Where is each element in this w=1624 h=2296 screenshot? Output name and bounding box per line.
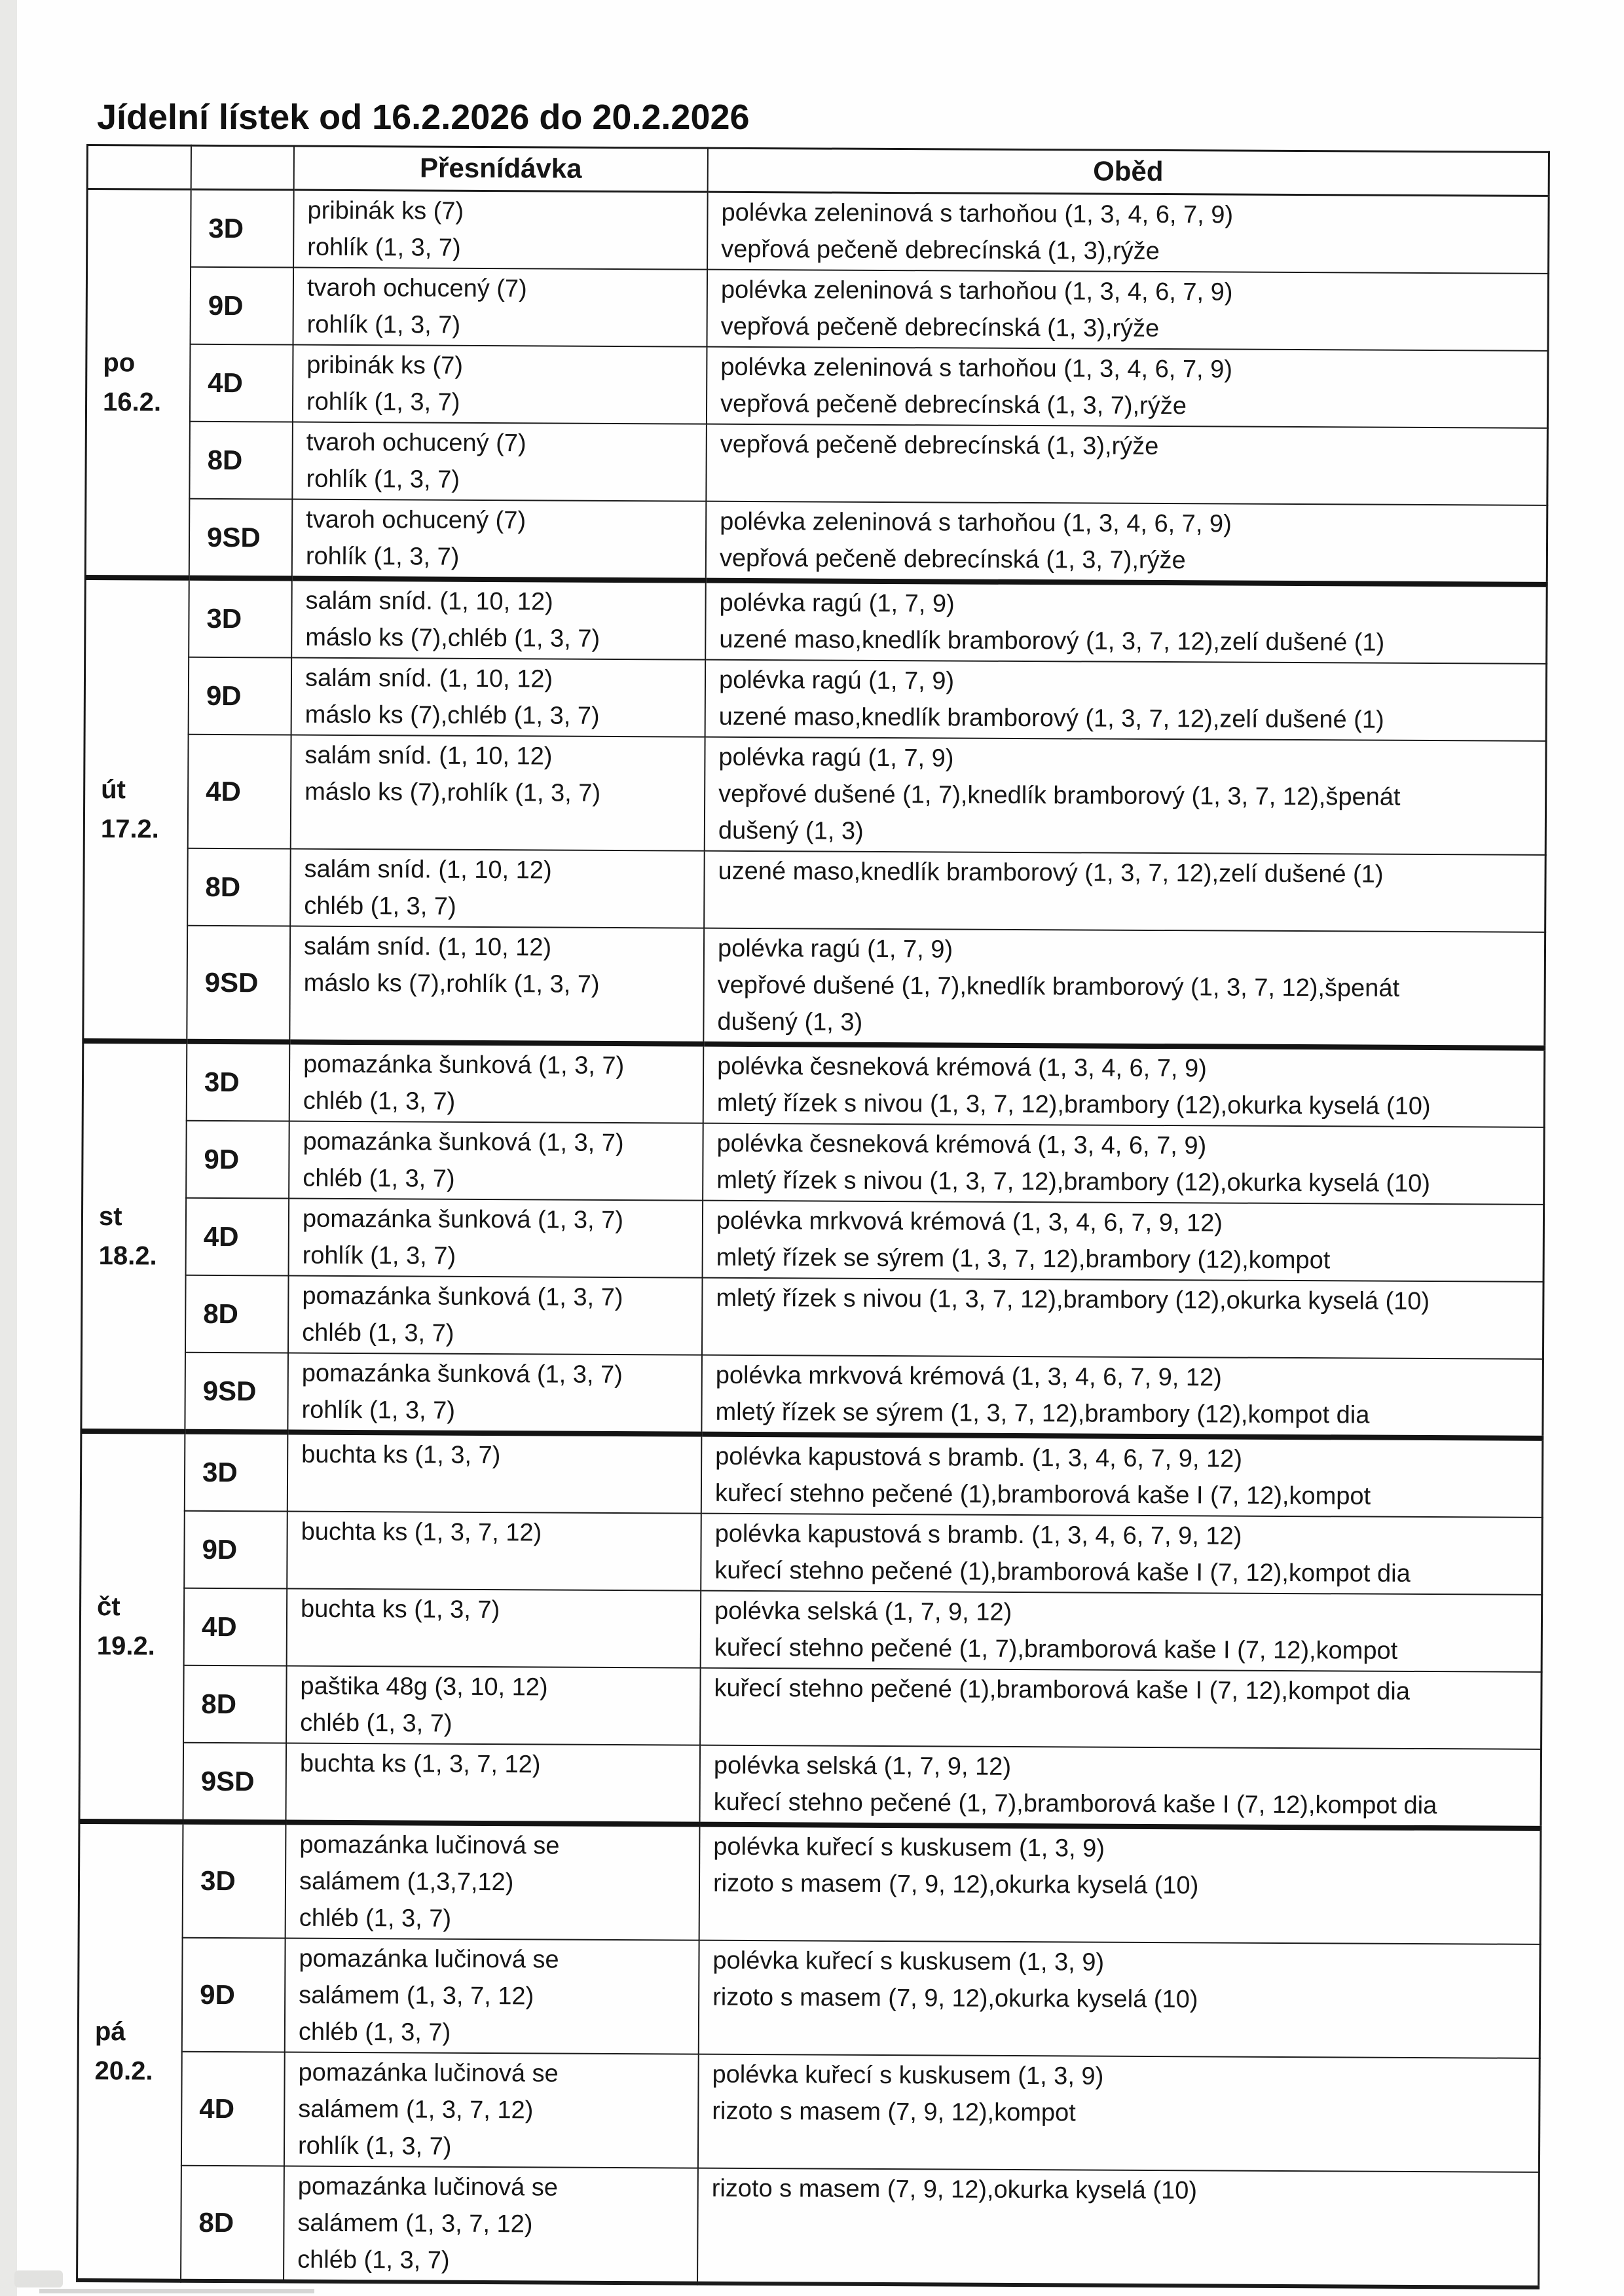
group-code: 9D <box>204 1143 240 1175</box>
lunch-line: rizoto s masem (7, 9, 12),okurka kyselá (10) <box>712 1983 1198 2014</box>
menu-row <box>80 1588 1542 1672</box>
snack-cell <box>286 1823 700 1941</box>
group-code: 4D <box>201 1611 237 1643</box>
day-label <box>85 189 191 578</box>
lunch-line: polévka kuřecí s kuskusem (1, 3, 9) <box>712 1946 1105 1977</box>
snack-line: rohlík (1, 3, 7) <box>307 233 461 262</box>
snack-cell <box>289 926 704 1044</box>
snack-cell <box>291 579 706 660</box>
lunch-line: polévka kuřecí s kuskusem (1, 3, 9) <box>712 2060 1104 2090</box>
snack-line: máslo ks (7),chléb (1, 3, 7) <box>305 623 600 653</box>
snack-line: salámem (1, 3, 7, 12) <box>299 1981 534 2011</box>
group-cell <box>189 499 293 579</box>
lunch-cell <box>705 737 1546 855</box>
snack-cell <box>293 268 708 347</box>
group-cell <box>184 1511 287 1589</box>
snack-line: buchta ks (1, 3, 7, 12) <box>299 1749 541 1779</box>
menu-table-body <box>77 189 1549 2287</box>
lunch-line: mletý řízek s nivou (1, 3, 7, 12),brambory (12),okurka kyselá (10) <box>716 1284 1430 1316</box>
menu-row <box>86 421 1548 505</box>
day-abbr: pá <box>94 2017 126 2047</box>
snack-cell <box>292 500 707 581</box>
snack-line: salámem (1, 3, 7, 12) <box>298 2095 534 2124</box>
snack-cell <box>293 190 708 270</box>
group-code: 4D <box>208 367 244 399</box>
snack-line: salám sníd. (1, 10, 12) <box>305 587 553 616</box>
lunch-cell <box>697 2168 1539 2287</box>
lunch-line: kuřecí stehno pečené (1, 7),bramborová kaše I (7, 12),kompot <box>714 1633 1398 1665</box>
menu-row <box>79 1742 1541 1829</box>
lunch-line: rizoto s masem (7, 9, 12),okurka kyselá (10) <box>712 1869 1199 1900</box>
menu-row <box>86 266 1549 351</box>
day-date: 20.2. <box>94 2056 153 2086</box>
snack-line: chléb (1, 3, 7) <box>299 1904 452 1933</box>
lunch-cell <box>703 928 1545 1048</box>
snack-line: pomazánka lučinová se <box>299 1944 559 1974</box>
day-abbr: út <box>101 775 126 805</box>
snack-line: salám sníd. (1, 10, 12) <box>304 855 552 884</box>
lunch-line: vepřová pečeně debrecínská (1, 3, 7),rýže <box>719 544 1186 575</box>
group-code: 9D <box>200 1978 236 2011</box>
day-abbr: po <box>103 348 136 378</box>
snack-line: máslo ks (7),chléb (1, 3, 7) <box>304 701 600 730</box>
lunch-line: polévka kapustová s bramb. (1, 3, 4, 6, 7, 9, 12) <box>715 1442 1243 1473</box>
group-cell <box>185 1275 289 1353</box>
snack-line: tvaroh ochucený (7) <box>306 505 526 535</box>
lunch-line: dušený (1, 3) <box>717 1008 863 1036</box>
lunch-line: rizoto s masem (7, 9, 12),kompot <box>712 2097 1076 2127</box>
snack-line: pomazánka lučinová se <box>297 2172 558 2202</box>
group-cell <box>181 2166 284 2282</box>
header-row <box>87 145 1549 196</box>
scan-edge-artifact <box>0 0 17 2296</box>
snack-line: rohlík (1, 3, 7) <box>306 310 461 339</box>
snack-cell <box>289 1121 703 1201</box>
group-code: 9SD <box>202 1375 257 1407</box>
group-code: 3D <box>200 1865 236 1897</box>
snack-cell <box>291 735 705 851</box>
lunch-line: polévka kapustová s bramb. (1, 3, 4, 6, 7, 9, 12) <box>714 1520 1242 1550</box>
lunch-line: polévka zeleninová s tarhoňou (1, 3, 4, 6, 7, 9) <box>721 198 1234 229</box>
lunch-cell <box>700 1668 1541 1749</box>
lunch-line: dušený (1, 3) <box>718 816 864 845</box>
menu-row <box>77 2165 1540 2287</box>
menu-row <box>80 1665 1542 1749</box>
snack-line: salám sníd. (1, 10, 12) <box>303 932 552 962</box>
snack-cell <box>289 1199 703 1278</box>
lunch-line: polévka zeleninová s tarhoňou (1, 3, 4, 6, 7, 9) <box>720 276 1233 306</box>
menu-table <box>76 144 1550 2289</box>
group-code: 3D <box>208 212 244 244</box>
lunch-line: polévka mrkvová krémová (1, 3, 4, 6, 7, 9, 12) <box>716 1207 1223 1237</box>
lunch-line: polévka zeleninová s tarhoňou (1, 3, 4, 6, 7, 9) <box>720 507 1232 538</box>
lunch-line: kuřecí stehno pečené (1),bramborová kaše I (7, 12),kompot <box>714 1479 1371 1510</box>
snack-cell <box>293 345 707 424</box>
menu-row <box>84 848 1546 932</box>
lunch-cell <box>703 1201 1544 1282</box>
lunch-line: polévka ragú (1, 7, 9) <box>718 666 955 695</box>
snack-line: chléb (1, 3, 7) <box>303 1087 456 1116</box>
lunch-cell <box>704 851 1545 932</box>
snack-line: rohlík (1, 3, 7) <box>302 1241 456 1270</box>
menu-row <box>83 1041 1545 1127</box>
lunch-cell <box>707 192 1549 274</box>
lunch-line: polévka selská (1, 7, 9, 12) <box>713 1751 1012 1781</box>
snack-line: chléb (1, 3, 7) <box>297 2246 450 2274</box>
snack-cell <box>290 849 705 928</box>
group-cell <box>187 926 290 1042</box>
menu-row <box>82 1197 1544 1282</box>
snack-line: máslo ks (7),rohlík (1, 3, 7) <box>303 969 600 998</box>
lunch-cell <box>702 1278 1543 1359</box>
day-label <box>81 1041 187 1432</box>
snack-line: rohlík (1, 3, 7) <box>305 542 460 571</box>
group-code: 3D <box>204 1066 240 1098</box>
lunch-line: uzené maso,knedlík bramborový (1, 3, 7, 12),zelí dušené (1) <box>718 857 1384 888</box>
snack-line: chléb (1, 3, 7) <box>302 1319 454 1347</box>
snack-line: paštika 48g (3, 10, 12) <box>300 1672 548 1702</box>
group-cell <box>189 578 292 658</box>
snack-cell <box>287 1432 702 1514</box>
page-title: Jídelní lístek od 16.2.2026 do 20.2.2026 <box>97 98 750 137</box>
lunch-line: vepřové dušené (1, 7),knedlík bramborový (1, 3, 7, 12),špenát <box>717 971 1400 1002</box>
group-code: 3D <box>206 602 242 634</box>
lunch-line: rizoto s masem (7, 9, 12),okurka kyselá (10) <box>711 2174 1198 2205</box>
lunch-line: vepřová pečeně debrecínská (1, 3),rýže <box>720 312 1160 343</box>
lunch-line: vepřové dušené (1, 7),knedlík bramborový (1, 3, 7, 12),špenát <box>718 780 1401 811</box>
snack-line: salám sníd. (1, 10, 12) <box>304 664 553 693</box>
lunch-cell <box>707 270 1548 351</box>
day-abbr: st <box>98 1202 122 1231</box>
group-code: 8D <box>207 444 243 476</box>
snack-line: pribinák ks (7) <box>307 196 464 225</box>
group-cell <box>183 1743 286 1823</box>
group-cell <box>185 1353 288 1432</box>
group-cell <box>191 189 294 267</box>
scan-smudge-artifact <box>14 2270 63 2287</box>
snack-line: máslo ks (7),rohlík (1, 3, 7) <box>304 778 601 807</box>
group-code: 4D <box>203 1220 239 1252</box>
snack-line: chléb (1, 3, 7) <box>303 1164 455 1193</box>
day-date: 16.2. <box>102 388 162 417</box>
group-cell <box>189 657 292 735</box>
group-code: 9D <box>208 289 244 321</box>
day-date: 18.2. <box>98 1241 157 1271</box>
snack-cell <box>284 2052 699 2168</box>
lunch-cell <box>703 1044 1545 1127</box>
lunch-line: polévka mrkvová krémová (1, 3, 4, 6, 7, 9, 12) <box>715 1361 1222 1392</box>
lunch-line: mletý řízek se sýrem (1, 3, 7, 12),brambory (12),kompot <box>716 1243 1331 1275</box>
group-cell <box>186 1198 289 1276</box>
snack-line: tvaroh ochucený (7) <box>306 274 527 303</box>
lunch-line: polévka kuřecí s kuskusem (1, 3, 9) <box>713 1832 1105 1863</box>
day-label <box>83 577 189 1042</box>
lunch-line: polévka česneková krémová (1, 3, 4, 6, 7, 9) <box>717 1052 1207 1083</box>
scan-line-artifact <box>39 2289 314 2293</box>
menu-row <box>81 1275 1543 1359</box>
snack-cell <box>284 2166 698 2284</box>
group-cell <box>182 1938 286 2052</box>
group-cell <box>191 267 294 345</box>
menu-row <box>77 2051 1540 2172</box>
lunch-line: polévka česneková krémová (1, 3, 4, 6, 7, 9) <box>716 1129 1207 1160</box>
snack-cell <box>286 1666 701 1745</box>
snack-line: rohlík (1, 3, 7) <box>306 388 460 416</box>
lunch-cell <box>699 1745 1541 1829</box>
snack-cell <box>291 658 706 737</box>
lunch-cell <box>706 424 1547 505</box>
group-cell <box>184 1588 287 1666</box>
snack-cell <box>287 1512 701 1591</box>
menu-row <box>87 189 1549 274</box>
lunch-cell <box>703 1123 1544 1205</box>
snack-line: buchta ks (1, 3, 7) <box>300 1595 500 1624</box>
header-lunch-column: Oběd <box>708 148 1549 196</box>
lunch-line: kuřecí stehno pečené (1),bramborová kaše I (7, 12),kompot dia <box>714 1674 1411 1705</box>
lunch-cell <box>707 347 1548 428</box>
lunch-cell <box>701 1514 1542 1595</box>
lunch-cell <box>698 2054 1540 2172</box>
group-code: 4D <box>199 2092 235 2124</box>
group-code: 8D <box>198 2206 234 2238</box>
group-cell <box>185 1432 288 1512</box>
lunch-line: vepřová pečeně debrecínská (1, 3),rýže <box>720 430 1159 461</box>
lunch-cell <box>705 660 1547 741</box>
snack-line: salámem (1, 3, 7, 12) <box>297 2209 533 2238</box>
group-cell <box>186 1121 289 1199</box>
snack-line: pomazánka lučinová se <box>298 2058 559 2088</box>
group-code: 4D <box>206 775 241 807</box>
snack-line: pomazánka šunková (1, 3, 7) <box>303 1127 624 1157</box>
snack-line: pribinák ks (7) <box>306 351 464 380</box>
snack-line: chléb (1, 3, 7) <box>304 892 456 920</box>
header-group-column <box>191 145 294 190</box>
snack-cell <box>287 1589 701 1668</box>
day-abbr: čt <box>96 1592 120 1622</box>
snack-line: chléb (1, 3, 7) <box>300 1709 452 1738</box>
lunch-line: vepřová pečeně debrecínská (1, 3, 7),rýže <box>720 390 1187 420</box>
day-date: 19.2. <box>96 1631 155 1661</box>
group-code: 9D <box>202 1533 238 1565</box>
menu-row <box>78 1937 1540 2058</box>
lunch-line: uzené maso,knedlík bramborový (1, 3, 7, 12),zelí dušené (1) <box>718 702 1384 734</box>
lunch-line: kuřecí stehno pečené (1, 7),bramborová kaše I (7, 12),kompot dia <box>713 1788 1437 1820</box>
menu-table-head <box>87 145 1549 196</box>
lunch-line: mletý řízek s nivou (1, 3, 7, 12),brambory (12),okurka kyselá (10) <box>716 1166 1431 1198</box>
snack-line: pomazánka lučinová se <box>299 1831 560 1860</box>
group-code: 9SD <box>204 966 259 998</box>
group-cell <box>189 422 293 500</box>
snack-line: rohlík (1, 3, 7) <box>297 2132 452 2160</box>
lunch-line: vepřová pečeně debrecínská (1, 3),rýže <box>721 235 1160 266</box>
menu-row <box>84 657 1547 741</box>
lunch-cell <box>699 1941 1540 2058</box>
menu-row <box>85 577 1547 664</box>
snack-line: pomazánka šunková (1, 3, 7) <box>301 1359 623 1389</box>
group-code: 3D <box>202 1456 238 1488</box>
snack-line: pomazánka šunková (1, 3, 7) <box>302 1205 624 1235</box>
group-cell <box>187 1042 290 1121</box>
day-label <box>77 1821 183 2281</box>
lunch-cell <box>701 1355 1543 1438</box>
snack-line: salámem (1,3,7,12) <box>299 1867 514 1897</box>
group-code: 9SD <box>206 521 261 553</box>
snack-line: buchta ks (1, 3, 7) <box>301 1440 501 1470</box>
lunch-cell <box>701 1434 1543 1518</box>
group-code: 8D <box>203 1298 239 1330</box>
snack-line: pomazánka šunková (1, 3, 7) <box>303 1050 625 1080</box>
snack-line: rohlík (1, 3, 7) <box>306 465 460 494</box>
day-date: 17.2. <box>100 814 159 844</box>
group-code: 9D <box>206 680 242 712</box>
snack-line: chléb (1, 3, 7) <box>298 2018 451 2047</box>
lunch-line: kuřecí stehno pečené (1),bramborová kaše I (7, 12),kompot dia <box>714 1556 1411 1588</box>
snack-cell <box>285 1939 699 2054</box>
snack-line: tvaroh ochucený (7) <box>306 428 526 458</box>
lunch-line: polévka selská (1, 7, 9, 12) <box>714 1597 1012 1626</box>
snack-cell <box>292 422 707 501</box>
snack-line: buchta ks (1, 3, 7, 12) <box>301 1518 542 1547</box>
lunch-cell <box>701 1591 1542 1672</box>
lunch-cell <box>699 1825 1541 1944</box>
snack-line: rohlík (1, 3, 7) <box>301 1396 456 1425</box>
group-code: 8D <box>201 1688 237 1720</box>
menu-row <box>81 1510 1543 1595</box>
snack-cell <box>289 1042 704 1123</box>
lunch-line: mletý řízek s nivou (1, 3, 7, 12),brambory (12),okurka kyselá (10) <box>716 1089 1431 1121</box>
header-snack-column: Přesnídávka <box>294 146 708 192</box>
group-cell <box>187 848 291 926</box>
menu-row <box>81 1352 1543 1438</box>
snack-cell <box>288 1276 703 1355</box>
lunch-line: polévka ragú (1, 7, 9) <box>718 743 954 773</box>
lunch-line: mletý řízek se sýrem (1, 3, 7, 12),brambory (12),kompot dia <box>715 1398 1370 1429</box>
menu-row <box>86 344 1548 428</box>
group-cell <box>183 1666 287 1743</box>
lunch-line: polévka ragú (1, 7, 9) <box>717 934 953 964</box>
menu-row <box>85 498 1547 585</box>
snack-cell <box>287 1353 702 1434</box>
lunch-line: polévka ragú (1, 7, 9) <box>719 589 955 618</box>
day-label <box>79 1431 185 1822</box>
lunch-line: uzené maso,knedlík bramborový (1, 3, 7, 12),zelí dušené (1) <box>719 625 1385 657</box>
menu-row <box>83 925 1545 1048</box>
snack-line: salám sníd. (1, 10, 12) <box>304 741 553 771</box>
header-day-column <box>87 145 191 190</box>
group-code: 9SD <box>200 1765 255 1797</box>
menu-row <box>83 1120 1545 1205</box>
group-cell <box>183 1822 286 1939</box>
lunch-line: polévka zeleninová s tarhoňou (1, 3, 4, 6, 7, 9) <box>720 353 1233 384</box>
menu-row <box>84 734 1546 855</box>
menu-row <box>79 1821 1541 1944</box>
group-cell <box>190 344 293 422</box>
snack-cell <box>286 1743 700 1825</box>
lunch-cell <box>705 581 1547 664</box>
group-code: 8D <box>205 871 241 903</box>
lunch-cell <box>706 501 1547 585</box>
group-cell <box>181 2052 285 2166</box>
snack-line: pomazánka šunková (1, 3, 7) <box>302 1282 623 1312</box>
menu-row <box>81 1431 1543 1518</box>
group-cell <box>188 735 291 849</box>
